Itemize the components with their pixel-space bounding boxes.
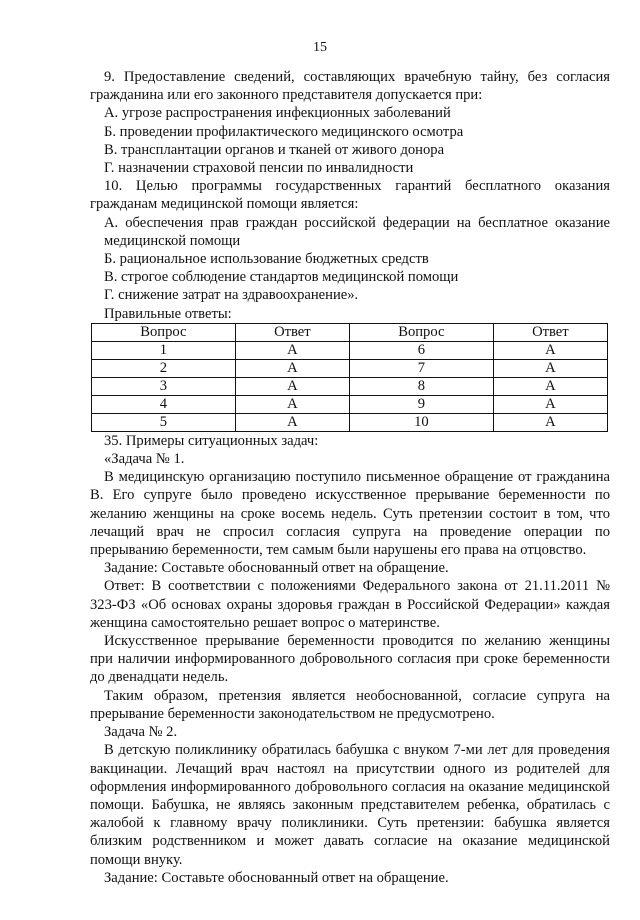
page-number: 15	[313, 40, 327, 55]
header-question-2: Вопрос	[349, 323, 493, 341]
table-cell: 5	[92, 413, 236, 431]
question-10-option-b: Б. рациональное использование бюджетных средств	[104, 251, 429, 268]
table-cell: А	[235, 359, 349, 377]
table-cell: А	[235, 395, 349, 413]
table-cell: 6	[349, 341, 493, 359]
table-cell: 9	[349, 395, 493, 413]
question-9-option-b: Б. проведении профилактического медицинского осмотра	[104, 123, 464, 140]
task-1-text: В медицинскую организацию поступило письменное обращение от гражданина В. Его супруге было проведено искусственное прерывание беременности по желанию женщины на сроке восемь недель. Суть претензии состоит в том, что лечащий врач не спросил согласия супруга на проведение операции по прерыванию беременности, тем самым были нарушены его права на отцовство.	[90, 469, 610, 559]
answers-table	[91, 323, 608, 432]
task-1-title: «Задача № 1.	[104, 451, 185, 468]
table-cell: А	[493, 413, 607, 431]
table-row	[92, 413, 608, 431]
table-row	[92, 377, 608, 395]
task-2-assignment: Задание: Составьте обоснованный ответ на обращение.	[104, 869, 449, 886]
task-2-title: Задача № 2.	[104, 724, 178, 741]
question-10-option-d: Г. снижение затрат на здравоохранение».	[104, 287, 359, 304]
table-cell: 2	[92, 359, 236, 377]
table-cell: А	[493, 377, 607, 395]
question-10-option-c: В. строгое соблюдение стандартов медицинской помощи	[104, 269, 459, 286]
answers-header-row	[92, 323, 608, 341]
answers-title: Правильные ответы:	[104, 305, 232, 322]
task-1-answer-paragraph-1: Ответ: В соответствии с положениями Федерального закона от 21.11.2011 № 323-ФЗ «Об основах охраны здоровья граждан в Российской Федерации» каждая женщина самостоятельно решает вопрос о материнстве.	[90, 578, 610, 631]
table-cell: А	[235, 377, 349, 395]
table-row	[92, 395, 608, 413]
table-cell: 3	[92, 377, 236, 395]
question-9-option-c: В. трансплантации органов и тканей от живого донора	[104, 141, 445, 158]
table-cell: А	[235, 341, 349, 359]
table-cell: А	[493, 341, 607, 359]
header-answer-2: Ответ	[493, 323, 607, 341]
page-content	[90, 68, 610, 887]
table-cell: А	[493, 359, 607, 377]
table-cell: 7	[349, 359, 493, 377]
question-9-option-d: Г. назначении страховой пенсии по инвалидности	[104, 160, 414, 177]
table-row	[92, 359, 608, 377]
task-2-text: В детскую поликлинику обратилась бабушка с внуком 7-ми лет для проведения вакцинации. Лечащий врач настоял на присутствии одного из родителей для оформления информированного добровольного согласия на оказание медицинской помощи. Бабушка, не являясь законным представителем ребенка, обратилась с жалобой к главному врачу поликлиники. Суть претензии: бабушка является близким родственником и может давать согласие на оказание медицинской помощи внуку.	[90, 742, 610, 868]
table-cell: 10	[349, 413, 493, 431]
header-question-1: Вопрос	[92, 323, 236, 341]
task-1-answer-paragraph-3: Таким образом, претензия является необоснованной, согласие супруга на прерывание беременности законодательством не предусмотрено.	[90, 687, 610, 722]
header-answer-1: Ответ	[235, 323, 349, 341]
question-9-stem: 9. Предоставление сведений, составляющих врачебную тайну, без согласия гражданина или его законного представителя допускается при:	[90, 69, 610, 104]
section-35-heading: 35. Примеры ситуационных задач:	[104, 432, 319, 449]
question-10-stem: 10. Целью программы государственных гарантий бесплатного оказания гражданам медицинской помощи является:	[90, 178, 610, 213]
table-cell: 4	[92, 395, 236, 413]
table-row	[92, 341, 608, 359]
table-cell: А	[235, 413, 349, 431]
question-10-option-a: А. обеспечения прав граждан российской федерации на бесплатное оказание медицинской помощи	[104, 214, 610, 249]
table-cell: А	[493, 395, 607, 413]
task-1-assignment: Задание: Составьте обоснованный ответ на обращение.	[104, 560, 449, 577]
table-cell: 1	[92, 341, 236, 359]
table-cell: 8	[349, 377, 493, 395]
task-1-answer-paragraph-2: Искусственное прерывание беременности проводится по желанию женщины при наличии информированного добровольного согласия при сроке беременности до двенадцати недель.	[90, 633, 610, 686]
question-9-option-a: А. угрозе распространения инфекционных заболеваний	[104, 105, 451, 122]
